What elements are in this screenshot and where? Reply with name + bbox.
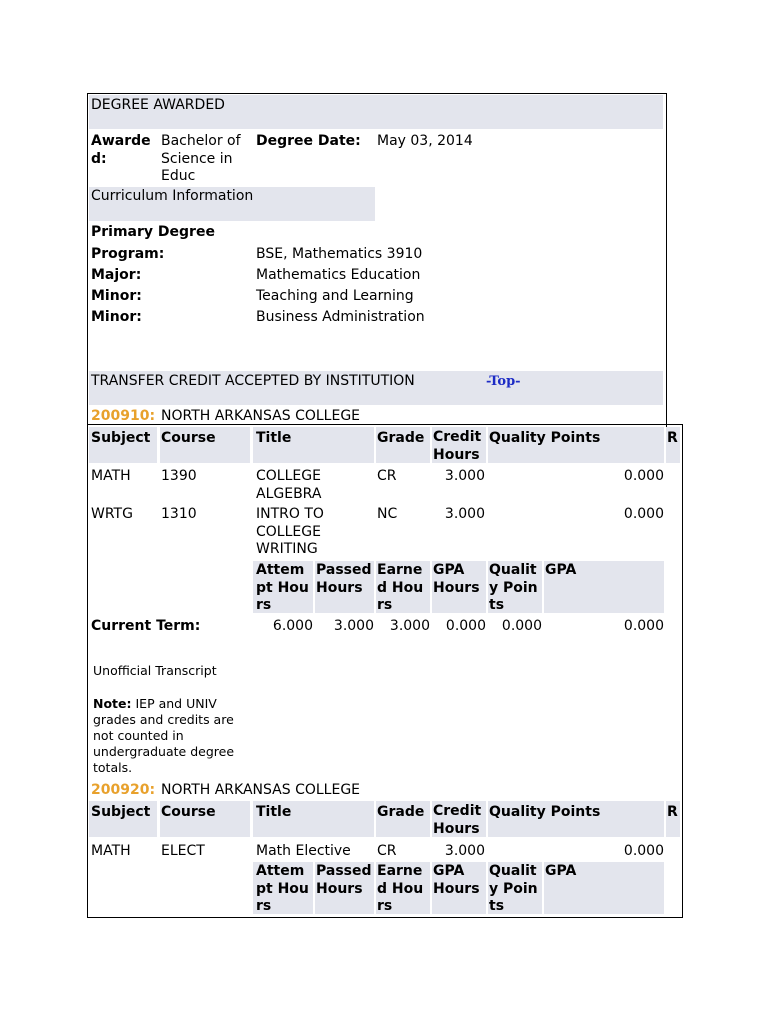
col-totals-quality-points: Quality Points (489, 863, 538, 914)
course-quality-points: 0.000 (623, 843, 664, 859)
col-subject: Subject (91, 430, 151, 446)
col-gpa: GPA (545, 562, 577, 578)
term-code: 200920: (91, 782, 156, 798)
degree-section-title: DEGREE AWARDED (91, 97, 225, 113)
course-grade: NC (377, 506, 398, 522)
minor-value: Teaching and Learning (256, 288, 414, 304)
col-course: Course (161, 804, 216, 820)
course-number: 1390 (161, 468, 197, 484)
major-label: Major: (91, 267, 142, 283)
col-earned-hours: Earned Hours (377, 863, 424, 914)
current-term-quality-points: 0.000 (501, 618, 542, 634)
course-number: 1310 (161, 506, 197, 522)
course-credit-hours: 3.000 (444, 468, 485, 484)
course-credit-hours: 3.000 (444, 506, 485, 522)
course-title: COLLEGE ALGEBRA (256, 468, 322, 502)
program-value: BSE, Mathematics 3910 (256, 246, 423, 262)
col-earned-hours: Earned Hours (377, 562, 424, 613)
col-totals-quality-points: Quality Points (489, 562, 538, 613)
col-grade: Grade (377, 804, 425, 820)
col-title: Title (256, 804, 292, 820)
col-r: R (667, 430, 678, 446)
course-grade: CR (377, 468, 397, 484)
course-subject: WRTG (91, 506, 133, 522)
col-passed-hours: Passed Hours (316, 562, 372, 596)
course-title: INTRO TO COLLEGE WRITING (256, 506, 324, 557)
col-quality-points: Quality Points (489, 430, 601, 446)
minor-label: Minor: (91, 288, 142, 304)
course-credit-hours: 3.000 (444, 843, 485, 859)
col-r: R (667, 804, 678, 820)
course-quality-points: 0.000 (623, 506, 664, 522)
col-gpa-hours: GPA Hours (433, 863, 480, 897)
degree-date-label: Degree Date: (256, 133, 361, 149)
current-term-label: Current Term: (91, 618, 201, 634)
col-title: Title (256, 430, 292, 446)
col-attempt-hours: Attempt Hours (256, 863, 309, 914)
course-subject: MATH (91, 468, 131, 484)
col-quality-points: Quality Points (489, 804, 601, 820)
col-subject: Subject (91, 804, 151, 820)
awarded-value: Bachelor of Science in Educ (161, 133, 241, 184)
transfer-section-title: TRANSFER CREDIT ACCEPTED BY INSTITUTION (91, 373, 415, 389)
current-term-gpa: 0.000 (623, 618, 664, 634)
program-label: Program: (91, 246, 165, 262)
course-subject: MATH (91, 843, 131, 859)
primary-degree-label: Primary Degree (91, 224, 215, 240)
note-label: Note: (93, 696, 132, 711)
col-course: Course (161, 430, 216, 446)
col-grade: Grade (377, 430, 425, 446)
current-term-gpa-hours: 0.000 (445, 618, 486, 634)
col-gpa: GPA (545, 863, 577, 879)
degree-date-value: May 03, 2014 (377, 133, 473, 149)
minor-label: Minor: (91, 309, 142, 325)
course-number: ELECT (161, 843, 205, 859)
col-credit-hours: Credit Hours (433, 803, 482, 837)
course-grade: CR (377, 843, 397, 859)
current-term-earned-hours: 3.000 (389, 618, 430, 634)
term-code: 200910: (91, 408, 156, 424)
current-term-passed-hours: 3.000 (333, 618, 374, 634)
term-institution: NORTH ARKANSAS COLLEGE (161, 408, 361, 424)
curriculum-title: Curriculum Information (91, 188, 254, 204)
course-quality-points: 0.000 (623, 468, 664, 484)
awarded-label: Awarded: (91, 133, 151, 167)
minor-value: Business Administration (256, 309, 425, 325)
top-link[interactable]: -Top- (486, 374, 521, 389)
current-term-attempt-hours: 6.000 (272, 618, 313, 634)
col-attempt-hours: Attempt Hours (256, 562, 309, 613)
major-value: Mathematics Education (256, 267, 421, 283)
note-text: IEP and UNIV grades and credits are not counted in undergraduate degree totals. (93, 696, 235, 775)
term-institution: NORTH ARKANSAS COLLEGE (161, 782, 361, 798)
course-title: Math Elective (256, 843, 351, 859)
col-credit-hours: Credit Hours (433, 429, 482, 463)
unofficial-transcript-text: Unofficial Transcript (93, 663, 217, 678)
col-gpa-hours: GPA Hours (433, 562, 480, 596)
transcript-note (93, 696, 245, 776)
col-passed-hours: Passed Hours (316, 863, 372, 897)
